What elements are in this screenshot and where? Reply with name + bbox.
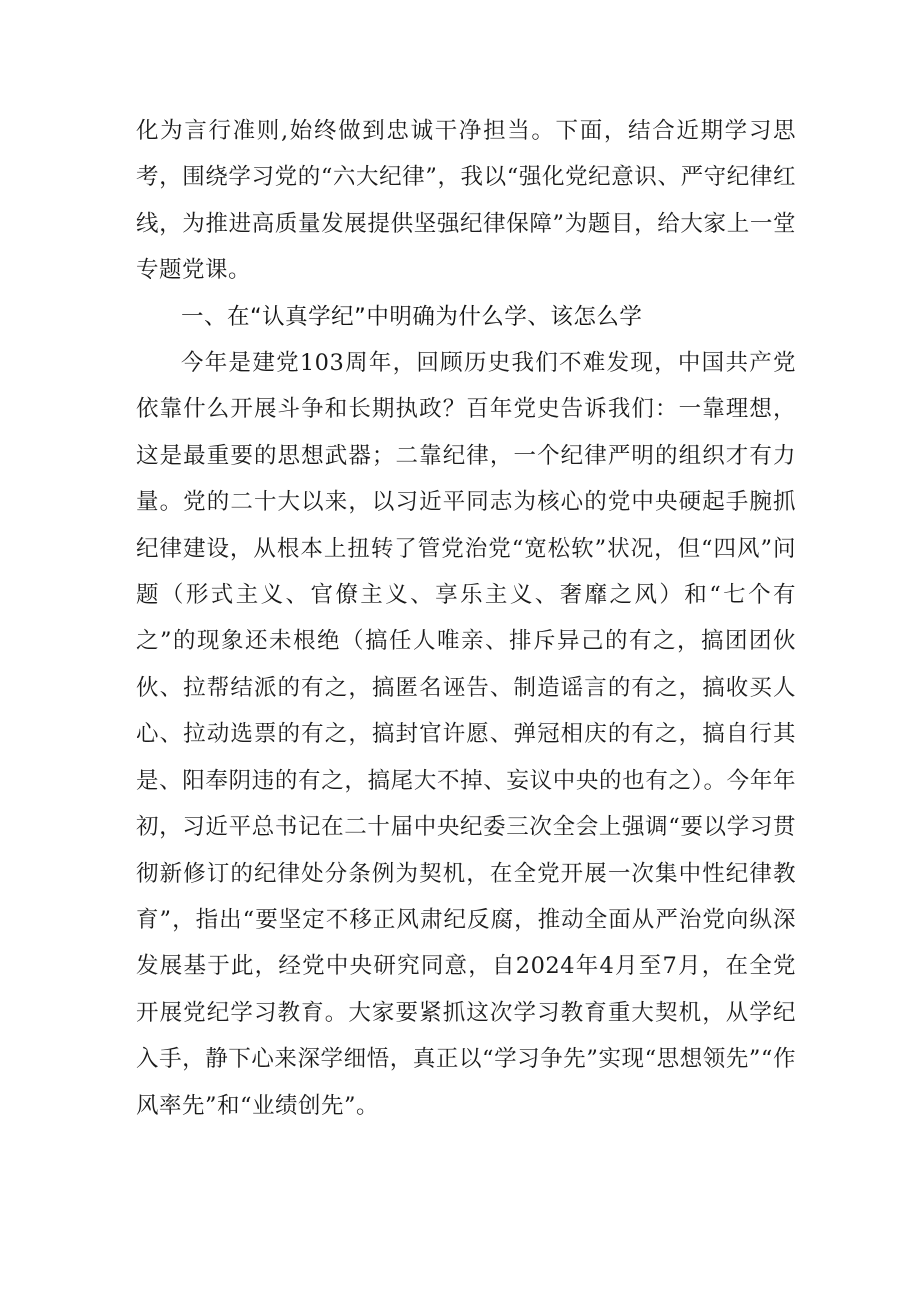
intro-paragraph: 化为言行准则,始终做到忠诚干净担当。下面，结合近期学习思考，围绕学习党的“六大纪律”，我以“强化党纪意识、严守纪律红线，为推进高质量发展提供坚强纪律保障”为题目，给大家上一堂专题党课。 — [136, 118, 796, 284]
document-body — [136, 108, 796, 1129]
section-heading: 一、在“认真学纪”中明确为什么学、该怎么学 — [181, 303, 643, 330]
body-paragraph: 今年是建党103周年，回顾历史我们不难发现，中国共产党依靠什么开展斗争和长期执政？百年党史告诉我们：一靠理想，这是最重要的思想武器；二靠纪律，一个纪律严明的组织才有力量。党的二十大以来，以习近平同志为核心的党中央硬起手腕抓纪律建设，从根本上扭转了管党治党“宽松软”状况，但“四风”问题（形式主义、官僚主义、享乐主义、奢靡之风）和“七个有之”的现象还未根绝（搞任人唯亲、排斥异己的有之，搞团团伙伙、拉帮结派的有之，搞匿名诬告、制造谣言的有之，搞收买人心、拉动选票的有之，搞封官许愿、弹冠相庆的有之，搞自行其是、阳奉阴违的有之，搞尾大不掉、妄议中央的也有之）。今年年初，习近平总书记在二十届中央纪委三次全会上强调“要以学习贯彻新修订的纪律处分条例为契机，在全党开展一次集中性纪律教育”，指出“要坚定不移正风肃纪反腐，推动全面从严治党向纵深发展基于此，经党中央研究同意，自2024年4月至7月，在全党开展党纪学习教育。大家要紧抓这次学习教育重大契机，从学纪入手，静下心来深学细悟，真正以“学习争先”实现“思想领先”“作风率先”和“业绩创先”。 — [136, 350, 796, 1119]
